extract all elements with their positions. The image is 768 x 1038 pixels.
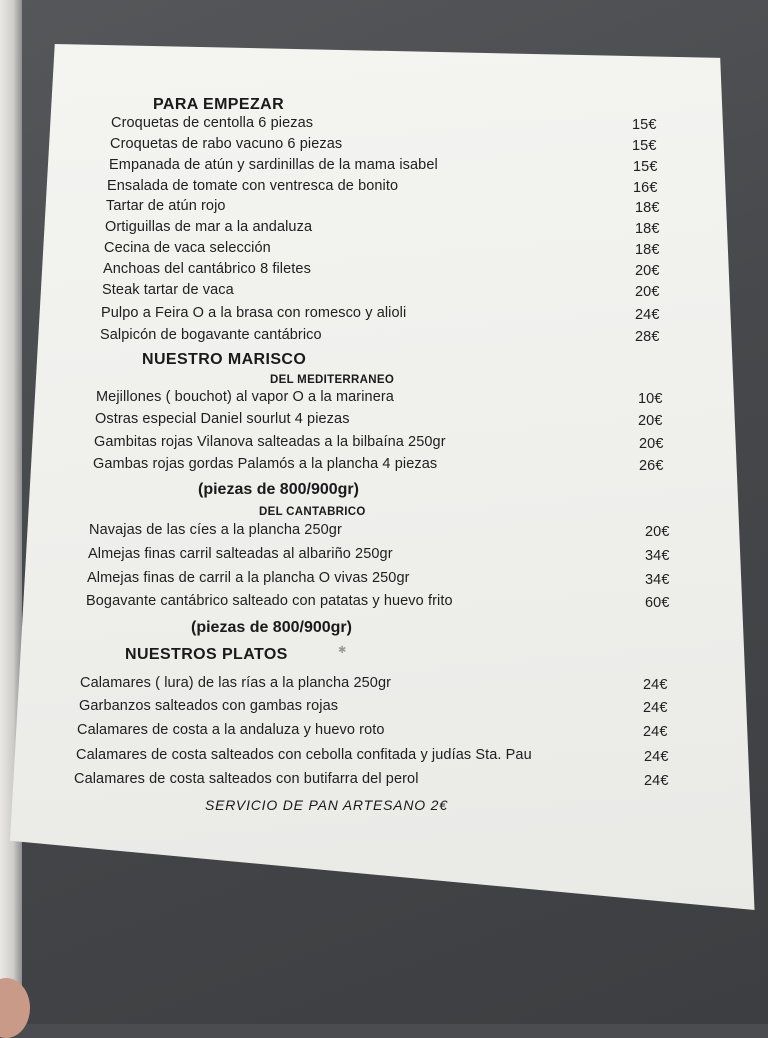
menu-item-name: Calamares de costa salteados con cebolla confitada y judías Sta. Pau (76, 747, 532, 763)
menu-item-price: 24€ (635, 307, 660, 323)
section-title-nuestro-marisco: NUESTRO MARISCO (142, 351, 307, 368)
menu-item-name: Bogavante cantábrico salteado con patatas y huevo frito (86, 593, 453, 609)
menu-item-name: Anchoas del cantábrico 8 filetes (103, 261, 311, 277)
menu-item-name: Calamares ( lura) de las rías a la plancha 250gr (80, 675, 392, 691)
menu-item-price: 18€ (635, 242, 660, 258)
menu-item-name: Almejas finas de carril a la plancha O vivas 250gr (87, 570, 410, 586)
menu-item-price: 20€ (635, 263, 660, 279)
menu-item-name: Pulpo a Feira O a la brasa con romesco y alioli (101, 305, 407, 321)
menu-item-price: 24€ (643, 677, 668, 693)
menu-item-price: 15€ (632, 138, 657, 154)
menu-item-price: 10€ (638, 391, 663, 407)
menu-item-name: Mejillones ( bouchot) al vapor O a la marinera (96, 389, 394, 405)
menu-item-name: Ortiguillas de mar a la andaluza (105, 219, 313, 235)
menu-item-name: Empanada de atún y sardinillas de la mama isabel (109, 157, 438, 173)
menu-item-price: 20€ (638, 413, 663, 429)
menu-item-name: Navajas de las cíes a la plancha 250gr (89, 522, 342, 538)
menu-item-price: 15€ (632, 117, 657, 133)
smudge: ✱ (338, 645, 347, 656)
menu-item-price: 34€ (645, 548, 670, 564)
menu-item-name: Calamares de costa a la andaluza y huevo roto (77, 722, 385, 738)
menu-item-name: Croquetas de rabo vacuno 6 piezas (110, 136, 343, 152)
menu-item-name: Croquetas de centolla 6 piezas (111, 115, 314, 131)
menu-item-price: 28€ (635, 329, 660, 345)
menu-item-price: 24€ (644, 773, 669, 789)
bread-service-note: SERVICIO DE PAN ARTESANO 2€ (205, 797, 448, 813)
menu-item-name: Ensalada de tomate con ventresca de bonito (107, 178, 399, 194)
menu-item-price: 18€ (635, 221, 660, 237)
menu-item-price: 24€ (643, 700, 668, 716)
menu-item-price: 34€ (645, 572, 670, 588)
subsection-title-mediterraneo: DEL MEDITERRANEO (270, 374, 395, 386)
menu-item-name: Cecina de vaca selección (104, 240, 271, 256)
menu-item-price: 18€ (635, 200, 660, 216)
section-title-para-empezar: PARA EMPEZAR (153, 96, 285, 113)
background-wall (0, 0, 22, 1024)
menu-item-price: 20€ (645, 524, 670, 540)
menu-item-price: 60€ (645, 595, 670, 611)
menu-item-name: Ostras especial Daniel sourlut 4 piezas (95, 411, 350, 427)
menu-item-name: Salpicón de bogavante cantábrico (100, 327, 322, 343)
note-piezas-weight: (piezas de 800/900gr) (198, 481, 359, 498)
menu-item-price: 15€ (633, 159, 658, 175)
menu-item-name: Steak tartar de vaca (102, 282, 234, 298)
menu-item-price: 16€ (633, 180, 658, 196)
menu-item-price: 20€ (639, 436, 664, 452)
subsection-title-cantabrico: DEL CANTABRICO (259, 506, 366, 518)
menu-item-price: 26€ (639, 458, 664, 474)
menu-item-price: 24€ (643, 724, 668, 740)
menu-item-price: 24€ (644, 749, 669, 765)
menu-item-name: Tartar de atún rojo (106, 198, 226, 214)
menu-item-name: Garbanzos salteados con gambas rojas (79, 698, 339, 714)
menu-item-name: Gambitas rojas Vilanova salteadas a la bilbaína 250gr (94, 434, 446, 450)
section-title-nuestros-platos: NUESTROS PLATOS (125, 646, 288, 663)
menu-item-name: Calamares de costa salteados con butifarra del perol (74, 771, 419, 787)
note-piezas-weight: (piezas de 800/900gr) (191, 619, 352, 636)
menu-item-price: 20€ (635, 284, 660, 300)
menu-item-name: Gambas rojas gordas Palamós a la plancha 4 piezas (93, 456, 438, 472)
menu-item-name: Almejas finas carril salteadas al albariño 250gr (88, 546, 393, 562)
